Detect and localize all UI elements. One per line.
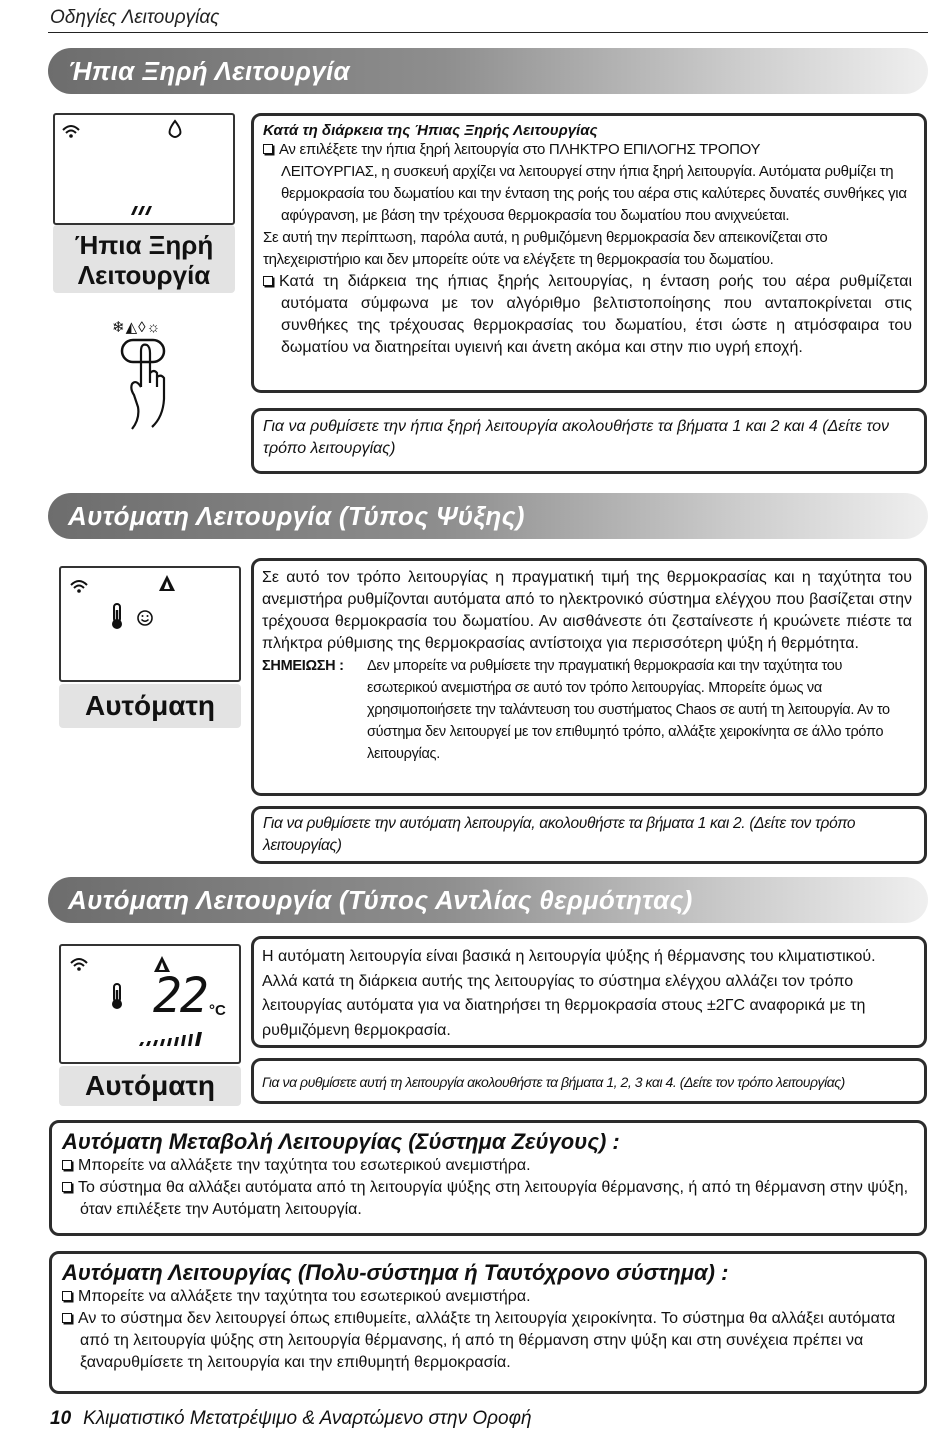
checkbox-bullet-icon	[263, 276, 273, 286]
info-paragraph: Η αυτόματη λειτουργία είναι βασικά η λειτουργία ψύξης ή θέρμανσης του κλιματιστικού. Αλλά κατά τη διάρκεια αυτής της λειτουργίας το σύστημα ελέγχου αλλάζει τον τρόπο λειτουργίας αυτόματα για να διατηρήσει τη θερμοκρασία στους ±2ΓC αναφορικά με τη ρυθμιζόμενη θερμοκρασία.	[262, 948, 876, 1039]
checkbox-bullet-icon	[62, 1291, 72, 1301]
auto-mode-icon	[157, 573, 177, 593]
info-bullet-continuation: ΛΕΙΤΟΥΡΓΙΑΣ, η συσκευή αρχίζει να λειτουργεί στην ήπια ξηρή λειτουργία. Αυτόματα ρυθμίζει τη θερμοκρασία του δωματίου και την ένταση της ροής του αέρα στις καλύτερες δυνατές συνθήκες για αφύγρανση, με βάση την τρέχουσα θερμοκρασία του δωματίου που ανιχνεύεται.	[281, 163, 907, 224]
note-block	[262, 655, 912, 765]
wifi-icon	[63, 570, 99, 598]
remote-display-auto-cooling	[59, 566, 241, 682]
thermometer-icon	[107, 602, 127, 632]
instruction-text: Για να ρυθμίσετε αυτή τη λειτουργία ακολουθήστε τα βήματα 1, 2, 3 και 4. (Δείτε τον τρόπο λειτουργίας)	[262, 1074, 845, 1090]
info-bullet: Το σύστημα θα αλλάξει αυτόματα από τη λειτουργία ψύξης στη λειτουργία θέρμανσης, ή από τη θέρμανση στην ψύξη, όταν επιλέξετε την Αυτόματη λειτουργία.	[62, 1177, 912, 1221]
section-banner-mild-dry	[48, 48, 928, 94]
temperature-unit: °C	[209, 1002, 226, 1019]
display-mode-label: Αυτόματη	[59, 684, 241, 728]
hand-pressing-button-icon	[108, 337, 178, 432]
instruction-text: Για να ρυθμίσετε την ήπια ξηρή λειτουργία ακολουθήστε τα βήματα 1 και 2 και 4 (Δείτε τον τρόπο λειτουργίας)	[263, 418, 890, 457]
auto-cooling-info-box	[251, 558, 927, 796]
page-number: 10	[50, 1408, 72, 1429]
display-mode-label: Αυτόματη	[59, 1066, 241, 1106]
multi-system-box	[49, 1251, 927, 1394]
fan-speed-bars-icon	[129, 203, 159, 217]
section-banner-auto-cooling	[48, 493, 928, 539]
info-bullet: Μπορείτε να αλλάξετε την ταχύτητα του εσωτερικού ανεμιστήρα.	[62, 1155, 912, 1177]
smiley-icon	[135, 608, 155, 628]
section-title: Αυτόματη Λειτουργία (Τύπος Αντλίας θερμότητας)	[68, 885, 693, 915]
box-title: Κατά τη διάρκεια της Ήπιας Ξηρής Λειτουργίας	[263, 122, 598, 139]
info-paragraph: Σε αυτή την περίπτωση, παρόλα αυτά, η ρυθμιζόμενη θερμοκρασία δεν απεικονίζεται στο τηλεχειριστήριο και δεν μπορείτε ούτε να ελέγξετε τη θερμοκρασία του δωματίου.	[263, 229, 828, 268]
temperature-readout: 22	[153, 968, 207, 1024]
section-title: Αυτόματη Λειτουργία (Τύπος Ψύξης)	[68, 501, 525, 531]
remote-display-mild-dry	[53, 113, 235, 225]
info-bullet: Μπορείτε να αλλάξετε την ταχύτητα του εσωτερικού ανεμιστήρα.	[62, 1286, 912, 1308]
box-title: Αυτόματη Μεταβολή Λειτουργίας (Σύστημα Ζεύγους) :	[62, 1129, 620, 1154]
instruction-text: Για να ρυθμίσετε την αυτόματη λειτουργία, ακολουθήστε τα βήματα 1 και 2. (Δείτε τον τρόπο λειτουργίας)	[263, 815, 856, 854]
info-bullet: Αν επιλέξετε την ήπια ξηρή λειτουργία στο ΠΛΗΚΤΡΟ ΕΠΙΛΟΓΗΣ ΤΡΟΠΟΥ	[263, 139, 912, 161]
info-paragraph: Σε αυτό τον τρόπο λειτουργίας η πραγματική τιμή της θερμοκρασίας και η ταχύτητα του ανεμιστήρα ρυθμίζονται αυτόματα από το ηλεκτρονικό σύστημα ελέγχου που βασίζεται στην τρέχουσα θερμοκρασία του δωματίου. Αν αισθάνεστε ότι ζεσταίνεστε ή κρυώνετε πιέστε τα πλήκτρα ρύθμισης της θερμοκρασίας αντίστοιχα για περισσότερη ψύξη ή θερμότητα.	[262, 569, 912, 652]
auto-heat-pump-info-box	[251, 936, 927, 1048]
thermometer-icon	[107, 982, 127, 1012]
note-label: ΣΗΜΕΙΩΣΗ :	[262, 658, 344, 674]
fan-speed-bars-icon	[137, 1030, 217, 1048]
wifi-icon	[63, 948, 99, 976]
info-bullet: Κατά τη διάρκεια της ήπιας ξηρής λειτουργίας, η ένταση ροής του αέρα ρυθμίζεται αυτόματα σύμφωνα με τον αλγόριθμο βελτιστοποίησης που ανταποκρίνεται στις συνθήκες της τρέχουσας θερμοκρασίας του δωματίου, έτσι ώστε η ατμόσφαιρα του δωματίου να διατηρείται υγιεινή και άνετη ακόμα και στην πιο υγρή εποχή.	[263, 271, 912, 359]
auto-cooling-instruction-box	[251, 806, 927, 864]
section-title: Ήπια Ξηρή Λειτουργία	[68, 56, 350, 86]
page-footer	[50, 1408, 532, 1430]
display-mode-label: Ήπια Ξηρή Λειτουργία	[53, 225, 235, 293]
mild-dry-instruction-box	[251, 408, 927, 474]
checkbox-bullet-icon	[263, 144, 273, 154]
checkbox-bullet-icon	[62, 1313, 72, 1323]
auto-heat-pump-instruction-box	[251, 1058, 927, 1104]
info-bullet: Αν το σύστημα δεν λειτουργεί όπως επιθυμείτε, αλλάξτε τη λειτουργία χειροκίνητα. Το σύστημα θα αλλάξει αυτόματα από τη λειτουργία ψύξης στη λειτουργία θέρμανσης, ή από τη θέρμανση στην ψύξη και στη συνέχεια πρέπει να ξαναρυθμίσετε τη λειτουργία και την επιθυμητή θερμοκρασία.	[62, 1308, 912, 1374]
mode-icons-label: ❄◭◊☼	[112, 319, 162, 336]
remote-display-auto-heat-pump	[59, 944, 241, 1064]
mild-dry-info-box	[251, 113, 927, 393]
box-title: Αυτόματη Λειτουργίας (Πολυ-σύστημα ή Ταυτόχρονο σύστημα) :	[62, 1260, 729, 1285]
water-drop-icon	[165, 119, 185, 141]
checkbox-bullet-icon	[62, 1160, 72, 1170]
note-text: Δεν μπορείτε να ρυθμίσετε την πραγματική θερμοκρασία και την ταχύτητα του εσωτερικού ανεμιστήρα σε αυτό τον τρόπο λειτουργίας. Μπορείτε όμως να χρησιμοποιήσετε την ταλάντευση του συστήματος Chaos σε αυτή τη λειτουργία. Αν το σύστημα δεν λειτουργεί με τον επιθυμητό τρόπο, αλλάξτε χειροκίνητα σε άλλο τρόπο λειτουργίας.	[367, 658, 890, 762]
section-banner-auto-heat-pump	[48, 877, 928, 923]
pair-system-box	[49, 1120, 927, 1236]
footer-title: Κλιματιστικό Μετατρέψιμο & Αναρτώμενο στην Οροφή	[83, 1408, 532, 1429]
page-header: Οδηγίες Λειτουργίας	[50, 7, 220, 28]
checkbox-bullet-icon	[62, 1182, 72, 1192]
